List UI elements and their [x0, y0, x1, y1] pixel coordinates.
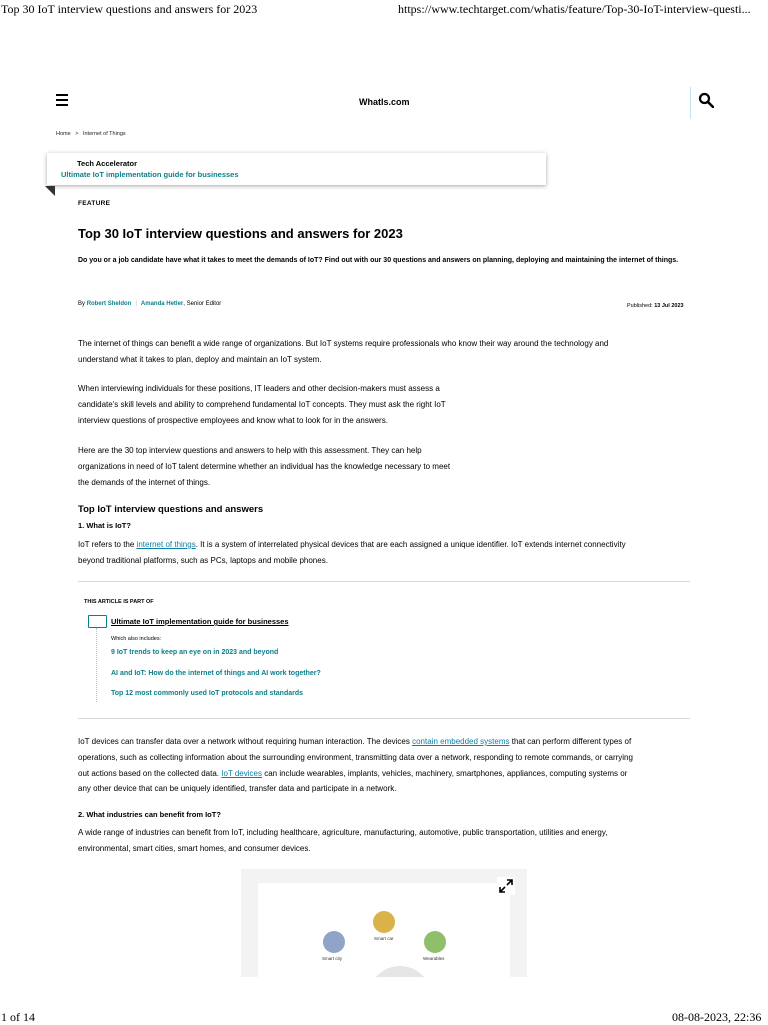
paragraph — [78, 734, 633, 797]
article-title: Top 30 IoT interview questions and answers for 2023 — [78, 226, 403, 241]
paragraph — [78, 336, 608, 368]
author-link[interactable]: Amanda Hetler — [140, 301, 184, 307]
print-datetime: 08-08-2023, 22:36 — [672, 1010, 762, 1024]
text-line: interview questions of prospective employees and know what to look for in the answers. — [78, 415, 388, 425]
related-connector — [96, 628, 98, 702]
text-line: The internet of things can benefit a wide range of organizations. But IoT systems require professionals who know their way around the technology and — [78, 339, 609, 348]
accelerator-title[interactable]: Ultimate IoT implementation guide for businesses — [61, 170, 239, 179]
site-logo[interactable]: WhatIs.com — [359, 97, 410, 107]
article-dek: Do you or a job candidate have what it takes to meet the demands of IoT? Find out with our 30 questions and answers on planning, deploying and maintaining the internet of things. — [78, 257, 679, 264]
text-line: environmental, smart cities, smart homes, and consumer devices. — [78, 843, 311, 853]
figure-hub — [368, 966, 432, 977]
question-heading: 2. What industries can benefit from IoT? — [78, 810, 221, 819]
question-heading: 1. What is IoT? — [78, 521, 131, 530]
text-run: that can perform different types of — [509, 737, 632, 746]
internet-of-things-link[interactable]: internet of things — [136, 540, 196, 549]
text-line: the demands of the internet of things. — [78, 477, 211, 487]
search-icon[interactable] — [698, 92, 714, 108]
accelerator-kicker: Tech Accelerator — [77, 159, 138, 168]
smart-city-icon — [323, 931, 345, 953]
section-heading: Top IoT interview questions and answers — [78, 504, 264, 515]
divider — [78, 718, 690, 719]
print-page-number: 1 of 14 — [1, 1010, 35, 1024]
published-date — [627, 303, 684, 309]
related-link[interactable]: AI and IoT: How do the internet of things and AI work together? — [111, 670, 321, 677]
published-value: 13 Jul 2023 — [654, 303, 684, 309]
breadcrumb-home[interactable]: Home — [56, 131, 71, 137]
iot-devices-link[interactable]: IoT devices — [221, 768, 262, 778]
byline: By Robert Sheldon | Amanda Hetler, Senior Editor — [78, 301, 222, 307]
folder-icon — [88, 615, 107, 628]
paragraph — [78, 443, 450, 490]
author-role: , Senior Editor — [183, 301, 222, 307]
paragraph — [78, 825, 607, 857]
header-divider — [690, 87, 691, 119]
breadcrumb — [56, 131, 126, 137]
print-url: https://www.techtarget.com/whatis/feature/Top-30-IoT-interview-questi... — [398, 2, 751, 16]
figure-canvas — [258, 883, 510, 977]
figure-label: Smart car — [374, 936, 394, 941]
paragraph — [78, 537, 626, 569]
text-line: A wide range of industries can benefit from IoT, including healthcare, agriculture, manufacturing, automotive, public transportation, utilities and energy, — [78, 828, 608, 837]
text-run: IoT devices can transfer data over a network without requiring human interaction. The devices — [78, 737, 413, 746]
text-run: . It is a system of interrelated physical devices that are each assigned a unique identifier. IoT extends internet connectivity — [195, 540, 626, 549]
related-link[interactable]: 9 IoT trends to keep an eye on in 2023 and beyond — [111, 649, 279, 656]
byline-by: By — [78, 301, 86, 307]
text-line: any other device that can be uniquely identified, transfer data and participate in a network. — [78, 784, 397, 794]
text-run: out actions based on the collected data. — [78, 768, 222, 778]
published-label: Published: — [627, 303, 653, 309]
wearables-icon — [424, 931, 446, 953]
iot-industries-figure — [241, 869, 527, 977]
smart-car-icon — [373, 911, 395, 933]
tech-accelerator-card[interactable] — [47, 153, 546, 185]
text-line: beyond traditional platforms, such as PCs, laptops and mobile phones. — [78, 555, 328, 565]
author-link[interactable]: Robert Sheldon — [86, 301, 132, 307]
card-fold-corner — [45, 186, 55, 196]
paragraph — [78, 381, 446, 428]
hamburger-menu-icon[interactable] — [56, 94, 68, 109]
text-run: can include wearables, implants, vehicles, machinery, smartphones, appliances, computing systems or — [261, 768, 628, 778]
text-run: IoT refers to the — [78, 540, 137, 549]
related-link[interactable]: Top 12 most commonly used IoT protocols and standards — [111, 690, 304, 697]
guide-link[interactable]: Ultimate IoT implementation guide for businesses — [111, 617, 289, 626]
print-title: Top 30 IoT interview questions and answers for 2023 — [1, 2, 258, 16]
part-of-label: THIS ARTICLE IS PART OF — [84, 599, 154, 605]
figure-label: Wearables — [423, 956, 445, 961]
breadcrumb-section[interactable]: Internet of Things — [82, 131, 126, 137]
text-line: organizations in need of IoT talent determine whether an individual has the knowledge necessary to meet — [78, 461, 451, 471]
breadcrumb-separator: > — [75, 131, 79, 137]
text-line: When interviewing individuals for these positions, IT leaders and other decision-makers must assess a — [78, 384, 440, 393]
text-line: understand what it takes to plan, deploy and maintain an IoT system. — [78, 354, 322, 364]
text-line: candidate's skill levels and ability to comprehend fundamental IoT concepts. They must ask the right IoT — [78, 399, 446, 409]
divider — [78, 581, 690, 582]
figure-label: Smart city — [322, 956, 343, 961]
embedded-systems-link[interactable]: contain embedded systems — [412, 737, 510, 746]
text-line: operations, such as collecting information about the surrounding environment, transmitting data over a network, responding to remote commands, or carrying — [78, 752, 633, 762]
also-includes-label: Which also includes: — [111, 636, 162, 642]
expand-icon[interactable] — [497, 877, 515, 895]
text-line: Here are the 30 top interview questions and answers to help with this assessment. They can help — [78, 446, 422, 455]
article-kicker: FEATURE — [78, 200, 111, 207]
